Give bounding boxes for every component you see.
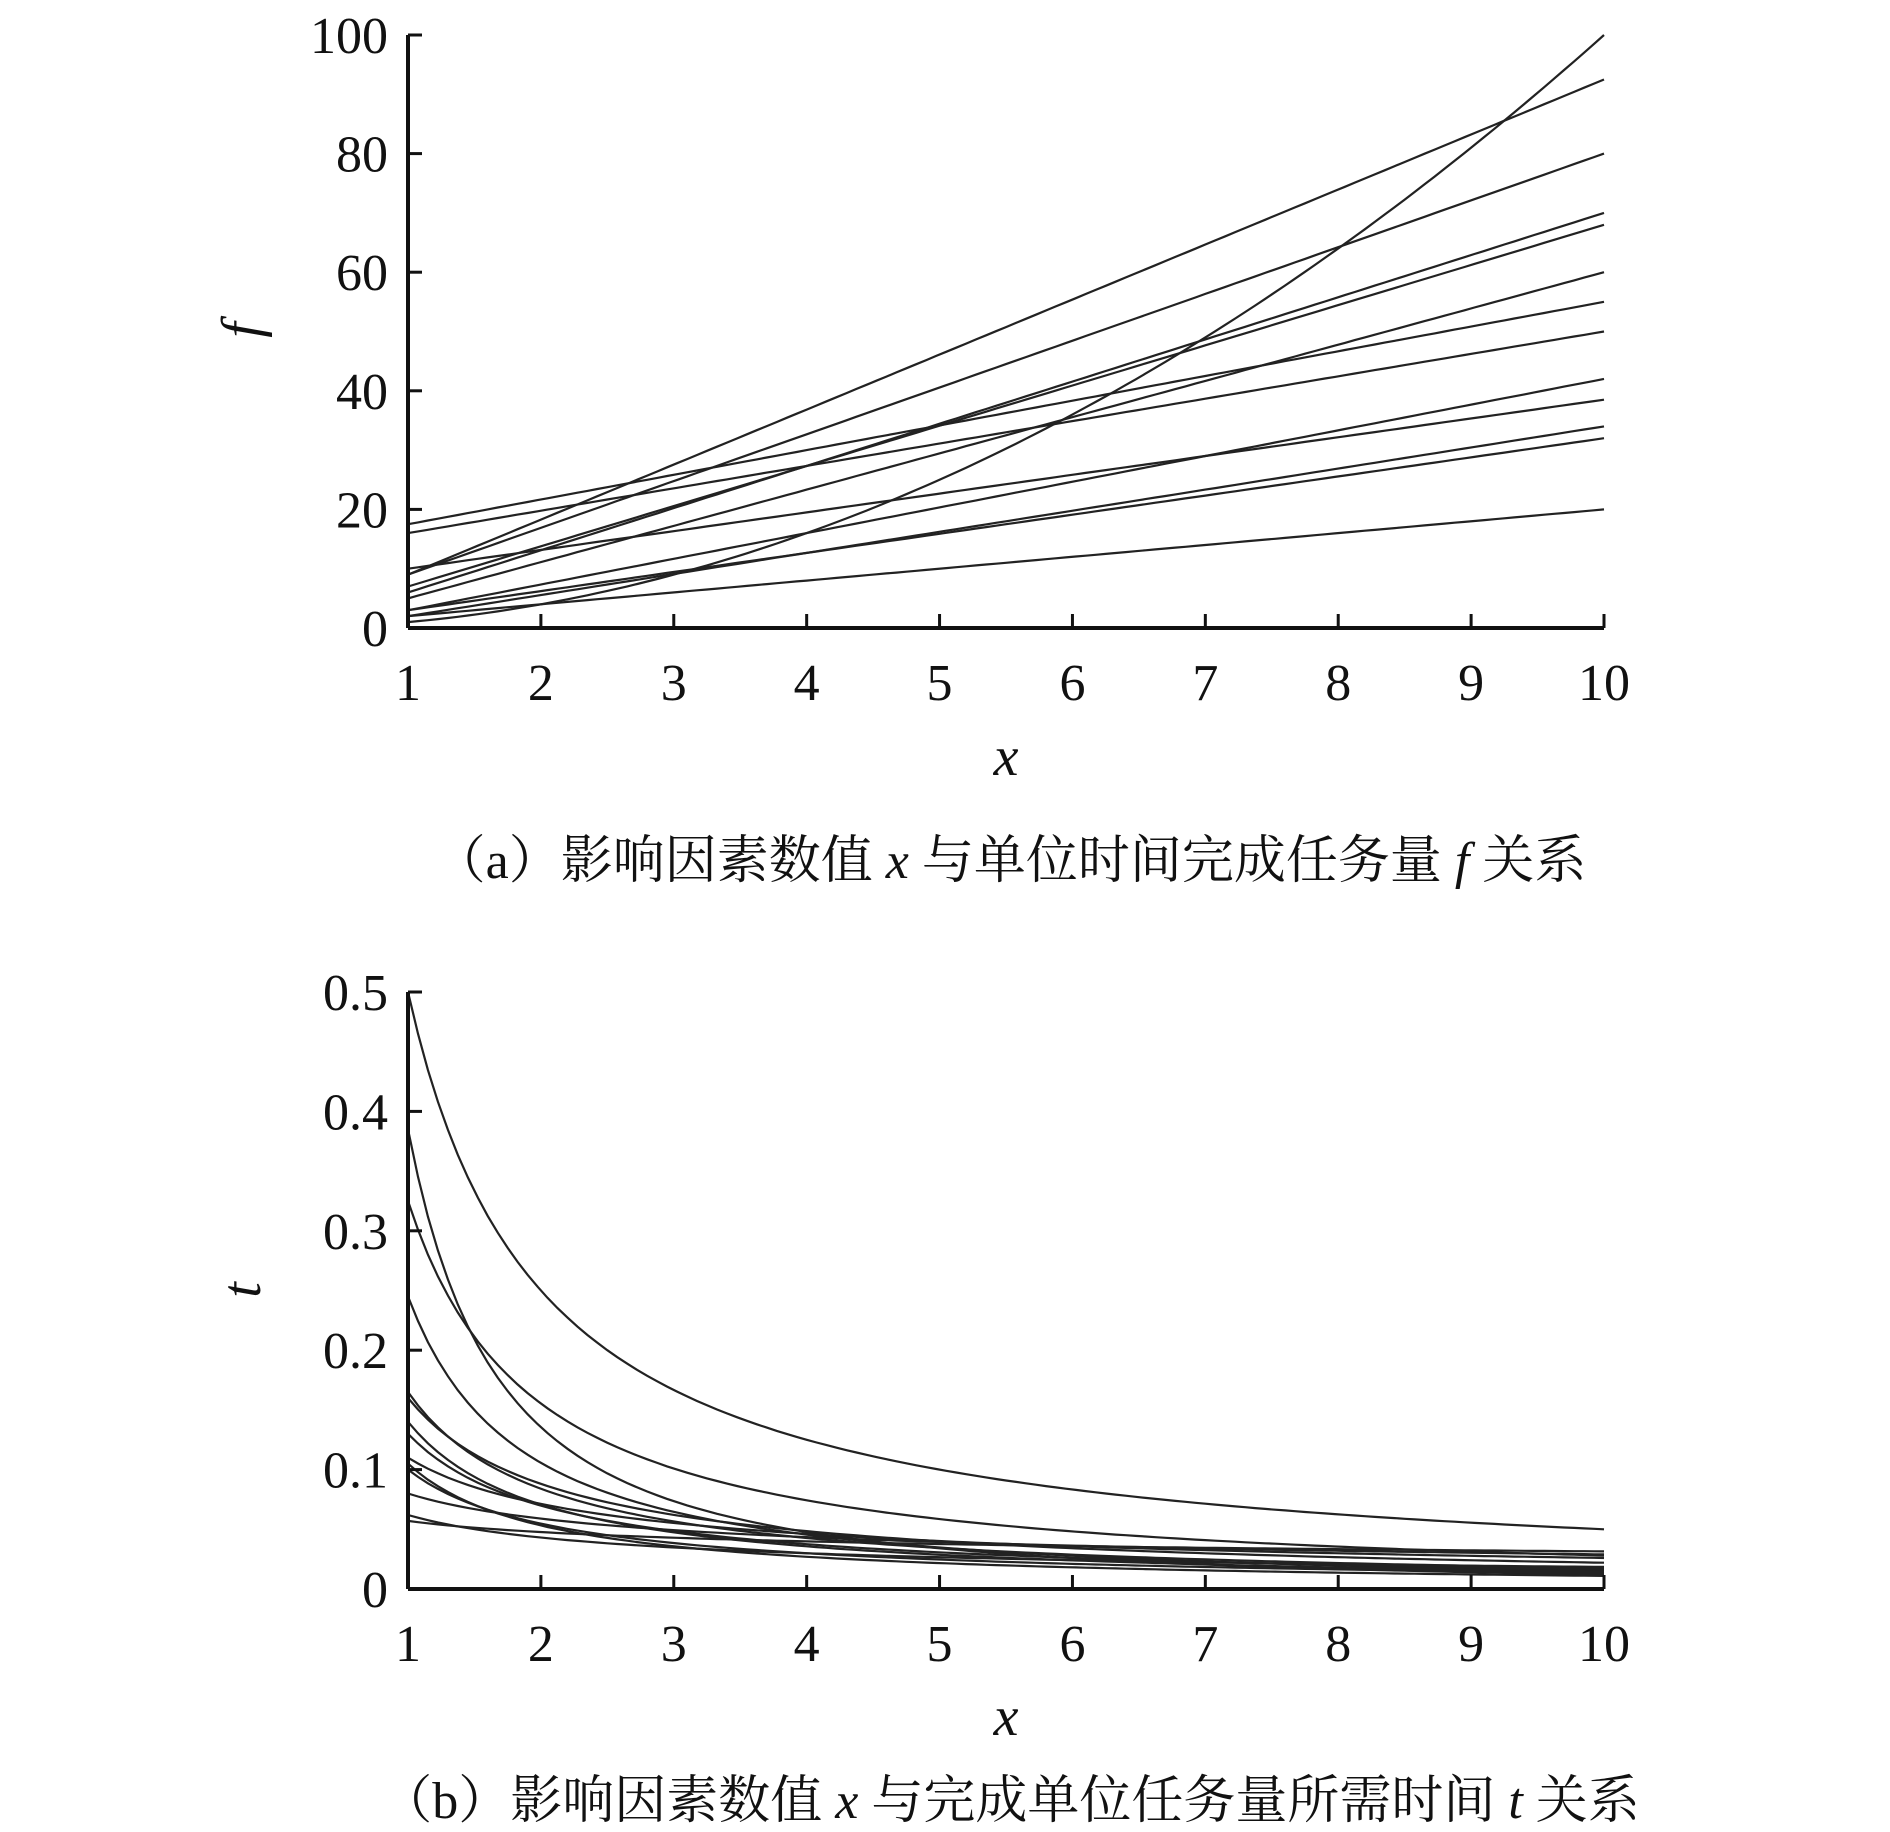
x-tick-label: 4 (793, 1616, 820, 1673)
chart-caption (380, 1773, 1640, 1830)
caption-part: （a）影响因素数值 (433, 833, 886, 890)
series-line-11 (408, 154, 1604, 575)
caption-part: x (885, 833, 909, 890)
x-tick-label: 10 (1578, 1616, 1630, 1673)
y-tick-label: 0 (362, 1562, 388, 1619)
caption-part: 与完成单位任务量所需时间 (858, 1773, 1509, 1830)
y-tick-label: 0.1 (323, 1442, 388, 1500)
x-tick-label: 1 (395, 1616, 421, 1673)
y-tick-label: 0.5 (323, 965, 388, 1022)
x-tick-label: 2 (527, 655, 554, 712)
x-tick-label: 9 (1458, 1616, 1485, 1673)
x-tick-label: 5 (926, 655, 953, 712)
series-line-4 (408, 400, 1604, 569)
series-line-1 (408, 509, 1604, 616)
series-line-12 (408, 80, 1604, 575)
x-tick-label: 9 (1458, 655, 1485, 712)
caption-part: 关系 (1469, 833, 1587, 890)
chart-caption (434, 833, 1587, 890)
caption-part: 关系 (1522, 1773, 1640, 1830)
y-axis-label: t (211, 1282, 273, 1298)
series-group (408, 35, 1604, 622)
x-tick-label: 6 (1059, 655, 1086, 712)
series-line-6 (408, 332, 1604, 534)
x-tick-label: 10 (1578, 655, 1630, 712)
y-tick-label: 40 (336, 363, 388, 421)
y-tick-label: 0.4 (323, 1084, 388, 1142)
y-tick-label: 100 (310, 8, 388, 65)
x-tick-label: 3 (660, 1616, 687, 1673)
x-tick-label: 4 (793, 655, 820, 712)
series-line-3 (408, 426, 1604, 616)
chart-b (211, 965, 1640, 1830)
series-line-2 (408, 438, 1604, 610)
series-line-8 (408, 272, 1604, 598)
x-tick-label: 7 (1192, 655, 1219, 712)
x-tick-label: 1 (395, 655, 421, 712)
series-line-10 (408, 213, 1604, 593)
series-group (408, 992, 1604, 1576)
series-line-9 (408, 225, 1604, 587)
caption-part: t (1508, 1773, 1523, 1830)
y-tick-label: 20 (336, 482, 388, 540)
series-line-2 (408, 1129, 1604, 1574)
x-tick-label: 8 (1325, 1616, 1352, 1673)
x-tick-label: 7 (1192, 1616, 1219, 1673)
x-tick-label: 3 (660, 655, 687, 712)
y-tick-label: 0.2 (323, 1323, 388, 1381)
caption-part: （b）影响因素数值 (380, 1773, 836, 1830)
series-line-1 (408, 992, 1604, 1529)
x-tick-label: 6 (1059, 1616, 1086, 1673)
y-tick-label: 0.3 (323, 1203, 388, 1261)
y-axis-label: f (211, 322, 273, 338)
series-line-13 (408, 35, 1604, 622)
caption-part: 与单位时间完成任务量 (908, 833, 1455, 890)
x-axis-label: x (993, 726, 1019, 788)
y-tick-label: 80 (336, 126, 388, 184)
x-axis-label: x (993, 1686, 1019, 1748)
caption-part: f (1454, 833, 1470, 890)
chart-a (211, 8, 1630, 890)
x-tick-label: 2 (527, 1616, 554, 1673)
x-tick-label: 8 (1325, 655, 1352, 712)
x-tick-label: 5 (926, 1616, 953, 1673)
y-tick-label: 60 (336, 245, 388, 303)
y-tick-label: 0 (362, 601, 388, 658)
caption-part: x (835, 1773, 859, 1830)
